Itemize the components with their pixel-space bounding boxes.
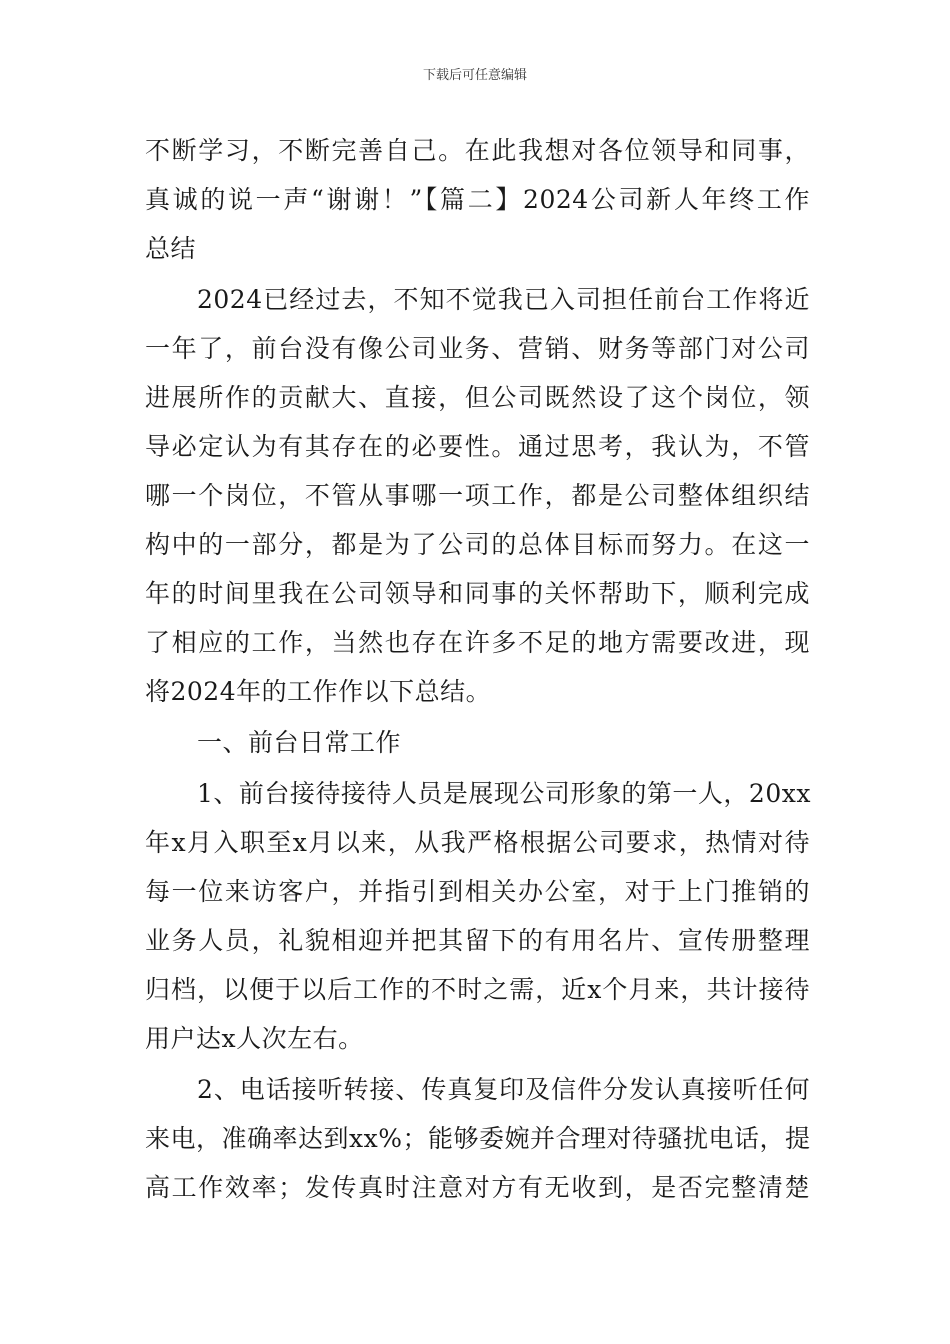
text-line: 业务人员，礼貌相迎并把其留下的有用名片、宣传册整理 — [145, 926, 810, 955]
text-line: 一年了，前台没有像公司业务、营销、财务等部门对公司 — [145, 334, 810, 363]
text-line: 1、前台接待接待人员是展现公司形象的第一人，20xx — [197, 779, 811, 808]
text-line: 真诚的说一声“谢谢！”【篇二】2024公司新人年终工作 — [145, 185, 810, 214]
text-line: 来电，准确率达到xx%；能够委婉并合理对待骚扰电话，提 — [145, 1124, 811, 1153]
text-line: 高工作效率；发传真时注意对方有无收到，是否完整清楚 — [145, 1173, 810, 1202]
text-line: 2024已经过去，不知不觉我已入司担任前台工作将近 — [197, 285, 810, 314]
text-line: 构中的一部分，都是为了公司的总体目标而努力。在这一 — [145, 530, 810, 559]
text-line: 年的时间里我在公司领导和同事的关怀帮助下，顺利完成 — [145, 579, 810, 608]
text-line: 归档，以便于以后工作的不时之需，近x个月来，共计接待 — [145, 975, 810, 1004]
text-line: 2、电话接听转接、传真复印及信件分发认真接听任何 — [197, 1075, 810, 1104]
text-line: 将2024年的工作作以下总结。 — [145, 677, 492, 706]
page-header: 下载后可任意编辑 — [422, 68, 527, 83]
text-line: 总结 — [145, 234, 197, 263]
text-line: 用户达x人次左右。 — [145, 1024, 364, 1053]
text-line: 每一位来访客户，并指引到相关办公室，对于上门推销的 — [145, 877, 810, 906]
text-line: 进展所作的贡献大、直接，但公司既然设了这个岗位，领 — [145, 383, 810, 412]
text-line: 导必定认为有其存在的必要性。通过思考，我认为，不管 — [145, 432, 810, 461]
section-heading: 一、前台日常工作 — [197, 728, 402, 757]
document-body — [145, 126, 810, 1212]
text-line: 了相应的工作，当然也存在许多不足的地方需要改进，现 — [145, 628, 810, 657]
text-line: 不断学习，不断完善自己。在此我想对各位领导和同事， — [145, 136, 810, 165]
text-line: 哪一个岗位，不管从事哪一项工作，都是公司整体组织结 — [145, 481, 810, 510]
text-line: 年x月入职至x月以来，从我严格根据公司要求，热情对待 — [145, 828, 810, 857]
